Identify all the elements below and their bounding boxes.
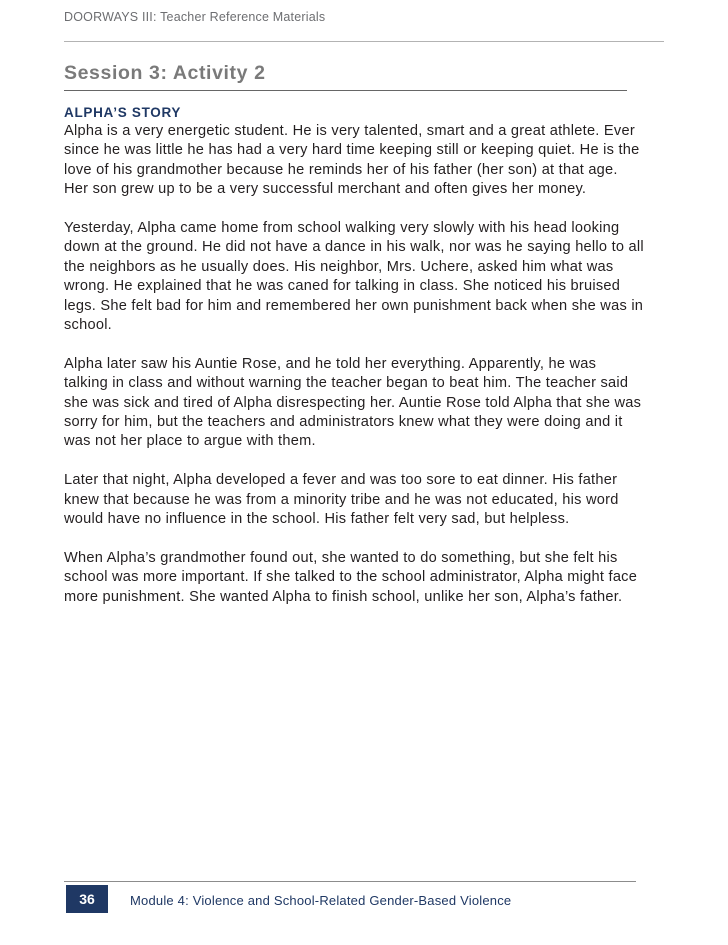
story-paragraph-4: Later that night, Alpha developed a fever and was too sore to eat dinner. His father knew that because he was from a minority tribe and he was not educated, his word would have no influence in the school. His father felt very sad, but helpless. — [64, 472, 619, 528]
page-number: 36 — [79, 891, 95, 907]
story-section — [64, 103, 644, 626]
footer-divider — [64, 881, 636, 882]
story-paragraph-1: Alpha is a very energetic student. He is very talented, smart and a great athlete. Ever since he was little he has had a very hard time keeping still or keeping quiet. He is the love of his grandmother because he reminds her of his father (her son) at that age. Her son grew up to be a very successful merchant and often gives her money. — [64, 123, 640, 198]
footer-module-title: Module 4: Violence and School-Related Gender-Based Violence — [130, 893, 512, 908]
header-divider — [64, 41, 664, 42]
story-paragraph-3: Alpha later saw his Auntie Rose, and he told her everything. Apparently, he was talking in class and without warning the teacher began to beat him. The teacher said she was sick and tired of Alpha disrespecting her. Auntie Rose told Alpha that she was sorry for him, but the teachers and administrators knew what they were doing and it was not her place to argue with them. — [64, 355, 642, 450]
page-title: Session 3: Activity 2 — [64, 62, 266, 84]
page-number-badge — [66, 885, 108, 913]
story-paragraph-5: When Alpha’s grandmother found out, she wanted to do something, but she felt his school was more important. If she talked to the school administrator, Alpha might face more punishment. She wanted Alpha to finish school, unlike her son, Alpha’s father. — [64, 549, 638, 605]
running-header: DOORWAYS III: Teacher Reference Materials — [64, 10, 326, 24]
title-divider — [64, 90, 627, 91]
section-heading: ALPHA’S STORY — [64, 105, 182, 120]
story-paragraph-2: Yesterday, Alpha came home from school walking very slowly with his head looking down at the ground. He did not have a dance in his walk, nor was he saying hello to all the neighbors as he usually does. His neighbor, Mrs. Uchere, asked him what was wrong. He explained that he was caned for talking in class. She noticed his bruised legs. She felt bad for him and remembered her own punishment back when she was in school. — [64, 220, 644, 334]
